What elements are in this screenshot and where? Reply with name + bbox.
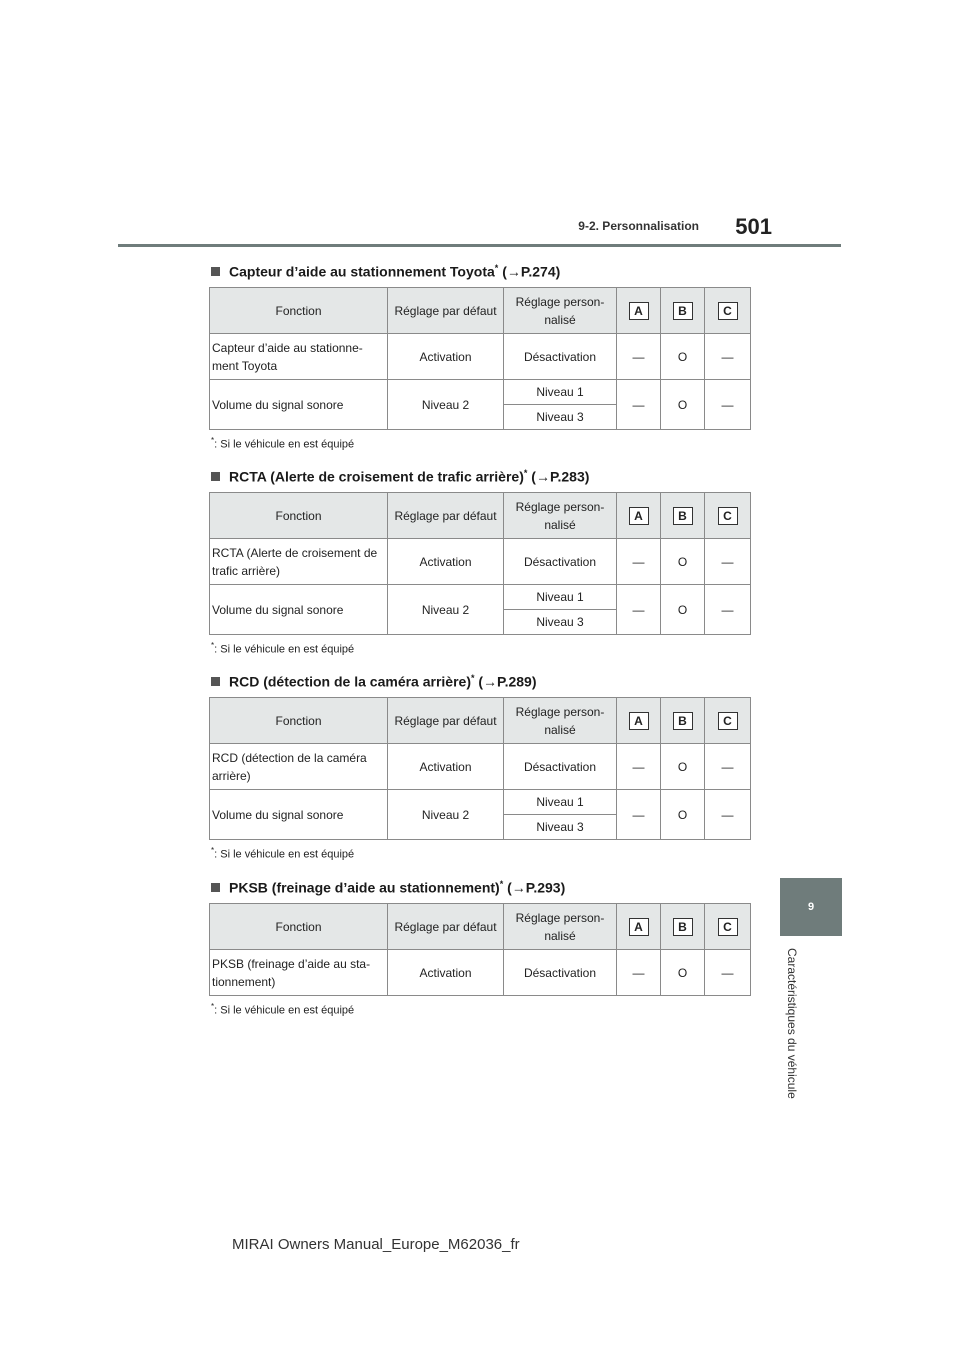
header-a [617, 493, 661, 539]
header-b [661, 493, 705, 539]
square-bullet-icon [211, 472, 220, 481]
box-b-icon: B [673, 918, 693, 936]
header-rule [118, 244, 841, 247]
section-title [211, 667, 750, 689]
cell-b: O [661, 790, 705, 840]
cell-a: — [617, 380, 661, 430]
header-c [705, 493, 751, 539]
header-fonction: Fonction [210, 493, 388, 539]
cell-b: O [661, 334, 705, 380]
chapter-label-text: Caractéristiques du véhicule [785, 948, 799, 1099]
asterisk: * [499, 879, 504, 889]
header-b [661, 904, 705, 950]
section-title-text: RCTA (Alerte de croisement de trafic arrière) [229, 468, 524, 485]
cell-b: O [661, 744, 705, 790]
table-header-row [210, 904, 751, 950]
cell-b: O [661, 539, 705, 585]
box-c-icon: C [718, 712, 738, 730]
box-c-icon: C [718, 302, 738, 320]
cell-perso: Niveau 3 [504, 405, 617, 430]
footnote-text: : Si le véhicule en est équipé [214, 438, 355, 451]
cell-a: — [617, 334, 661, 380]
cell-perso: Désactivation [504, 950, 617, 996]
cell-c: — [705, 539, 751, 585]
cell-defaut: Activation [388, 950, 504, 996]
table-header-row [210, 493, 751, 539]
page-reference: (→P.283) [531, 468, 590, 485]
box-a-icon: A [629, 302, 649, 320]
cell-perso: Niveau 3 [504, 815, 617, 840]
cell-perso: Niveau 1 [504, 380, 617, 405]
cell-c: — [705, 380, 751, 430]
box-a-icon: A [629, 918, 649, 936]
cell-fonction: RCD (détection de la caméra arrière) [210, 744, 388, 790]
cell-a: — [617, 539, 661, 585]
header-defaut: Réglage par défaut [388, 288, 504, 334]
settings-table [209, 492, 751, 635]
footnote-text: : Si le véhicule en est équipé [214, 848, 355, 861]
asterisk: * [470, 673, 475, 683]
section-title-text: PKSB (freinage d’aide au stationnement) [229, 879, 500, 896]
header-c [705, 904, 751, 950]
section-title [211, 873, 750, 895]
footnote [211, 436, 750, 451]
cell-fonction: PKSB (freinage d’aide au sta-tionnement) [210, 950, 388, 996]
cell-a: — [617, 585, 661, 635]
header-c [705, 698, 751, 744]
table-row [210, 950, 751, 996]
cell-c: — [705, 950, 751, 996]
section-rcta [209, 462, 750, 656]
cell-defaut: Niveau 2 [388, 380, 504, 430]
cell-fonction: Volume du signal sonore [210, 790, 388, 840]
page-reference: (→P.293) [507, 879, 566, 896]
chapter-tab: 9 [780, 878, 842, 936]
running-head: 9-2. Personnalisation [578, 219, 699, 233]
table-row [210, 790, 751, 815]
section-title [211, 462, 750, 484]
header-fonction: Fonction [210, 698, 388, 744]
header-b [661, 288, 705, 334]
page-reference: (→P.274) [502, 263, 561, 280]
header-perso: Réglage person-nalisé [504, 493, 617, 539]
cell-c: — [705, 585, 751, 635]
header-perso: Réglage person-nalisé [504, 904, 617, 950]
page-number: 501 [735, 214, 772, 239]
box-b-icon: B [673, 302, 693, 320]
box-a-icon: A [629, 507, 649, 525]
cell-defaut: Activation [388, 744, 504, 790]
footer-text: MIRAI Owners Manual_Europe_M62036_fr [232, 1236, 520, 1253]
table-row [210, 744, 751, 790]
cell-c: — [705, 744, 751, 790]
square-bullet-icon [211, 267, 220, 276]
header-fonction: Fonction [210, 288, 388, 334]
cell-fonction: Volume du signal sonore [210, 380, 388, 430]
cell-a: — [617, 744, 661, 790]
settings-table [209, 697, 751, 840]
section-title [211, 257, 750, 279]
footnote-text: : Si le véhicule en est équipé [214, 643, 355, 656]
footnote-mark: * [211, 641, 215, 650]
section-capteur [209, 257, 750, 451]
header-fonction: Fonction [210, 904, 388, 950]
cell-defaut: Niveau 2 [388, 790, 504, 840]
header-b [661, 698, 705, 744]
header-defaut: Réglage par défaut [388, 698, 504, 744]
footnote-mark: * [211, 436, 215, 445]
settings-table [209, 287, 751, 430]
cell-fonction: RCTA (Alerte de croisement de trafic arrière) [210, 539, 388, 585]
header-perso: Réglage person-nalisé [504, 698, 617, 744]
cell-c: — [705, 334, 751, 380]
footnote-mark: * [211, 846, 215, 855]
cell-a: — [617, 790, 661, 840]
asterisk: * [494, 263, 499, 273]
cell-fonction: Volume du signal sonore [210, 585, 388, 635]
section-pksb [209, 873, 750, 1017]
table-row [210, 539, 751, 585]
page-reference: (→P.289) [478, 673, 537, 690]
box-b-icon: B [673, 507, 693, 525]
box-b-icon: B [673, 712, 693, 730]
header-a [617, 904, 661, 950]
box-c-icon: C [718, 918, 738, 936]
section-rcd [209, 667, 750, 861]
footnote-mark: * [211, 1002, 215, 1011]
cell-perso: Désactivation [504, 334, 617, 380]
section-title-text: Capteur d’aide au stationnement Toyota [229, 263, 495, 280]
cell-b: O [661, 585, 705, 635]
table-row [210, 380, 751, 405]
cell-fonction: Capteur d’aide au stationne-ment Toyota [210, 334, 388, 380]
table-header-row [210, 698, 751, 744]
header-c [705, 288, 751, 334]
settings-table [209, 903, 751, 996]
footnote [211, 641, 750, 656]
section-title-text: RCD (détection de la caméra arrière) [229, 673, 471, 690]
cell-perso: Niveau 3 [504, 610, 617, 635]
header-a [617, 288, 661, 334]
header-perso: Réglage person-nalisé [504, 288, 617, 334]
cell-defaut: Activation [388, 334, 504, 380]
header-defaut: Réglage par défaut [388, 904, 504, 950]
footnote [211, 1002, 750, 1017]
cell-perso: Niveau 1 [504, 790, 617, 815]
square-bullet-icon [211, 677, 220, 686]
footnote-text: : Si le véhicule en est équipé [214, 1004, 355, 1017]
chapter-label [785, 948, 805, 1128]
cell-perso: Désactivation [504, 744, 617, 790]
table-row [210, 585, 751, 610]
cell-b: O [661, 950, 705, 996]
cell-c: — [705, 790, 751, 840]
square-bullet-icon [211, 883, 220, 892]
cell-b: O [661, 380, 705, 430]
table-header-row [210, 288, 751, 334]
cell-perso: Niveau 1 [504, 585, 617, 610]
cell-defaut: Niveau 2 [388, 585, 504, 635]
box-a-icon: A [629, 712, 649, 730]
header-defaut: Réglage par défaut [388, 493, 504, 539]
table-row [210, 334, 751, 380]
footnote [211, 846, 750, 861]
cell-defaut: Activation [388, 539, 504, 585]
header-a [617, 698, 661, 744]
asterisk: * [523, 468, 528, 478]
box-c-icon: C [718, 507, 738, 525]
cell-a: — [617, 950, 661, 996]
cell-perso: Désactivation [504, 539, 617, 585]
